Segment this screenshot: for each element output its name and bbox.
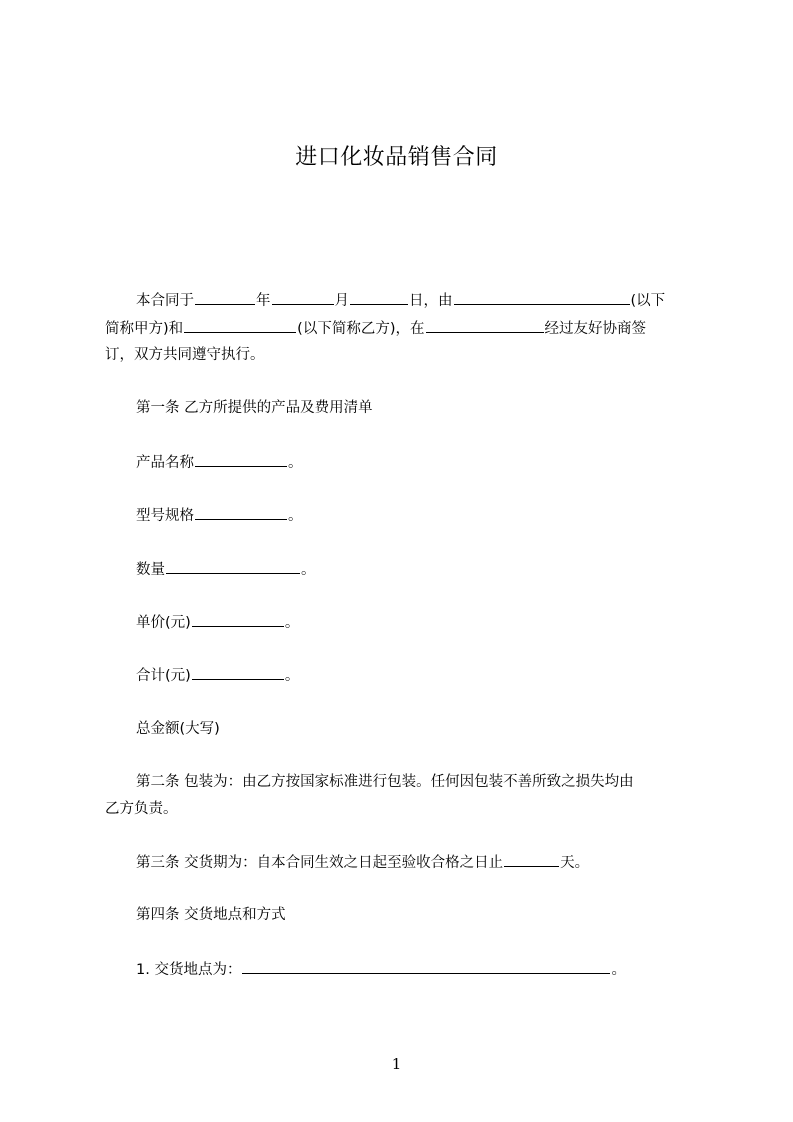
model-label: 型号规格 [136, 508, 194, 524]
year-blank[interactable] [195, 290, 255, 305]
delivery-days-blank[interactable] [504, 852, 559, 867]
article-3-suffix: 天。 [560, 855, 590, 871]
unit-price-blank[interactable] [192, 612, 284, 627]
total-blank[interactable] [192, 665, 284, 680]
delivery-location-label: 1. 交货地点为： [136, 962, 242, 978]
location-blank[interactable] [426, 318, 544, 333]
quantity-blank[interactable] [166, 559, 300, 574]
page-number: 1 [391, 1055, 402, 1073]
intro-text-day: 日，由 [409, 293, 453, 309]
product-name-period: 。 [288, 455, 303, 471]
product-name-line [136, 452, 736, 473]
document-title: 进口化妆品销售合同 [295, 145, 498, 170]
quantity-period: 。 [301, 562, 316, 578]
intro-line-1 [136, 290, 736, 311]
unit-price-period: 。 [284, 615, 300, 631]
intro-text-month: 月 [334, 293, 349, 309]
article-2-line-2: 乙方负责。 [105, 801, 178, 817]
day-blank[interactable] [350, 290, 408, 305]
product-name-blank[interactable] [195, 452, 287, 467]
unit-price-label: 单价(元) [136, 615, 191, 631]
model-line [136, 505, 736, 526]
quantity-label: 数量 [136, 562, 165, 578]
amount-in-words-label: 总金额(大写) [136, 721, 220, 737]
article-2-line-1: 第二条 包装为：由乙方按国家标准进行包装。任何因包装不善所致之损失均由 [136, 774, 634, 790]
model-blank[interactable] [195, 505, 287, 520]
article-3-text: 第三条 交货期为：自本合同生效之日起至验收合格之日止 [136, 855, 504, 871]
intro-text-date-prefix: 本合同于 [136, 293, 194, 309]
party-a-blank[interactable] [454, 290, 630, 305]
article-3-line [136, 852, 736, 873]
party-b-blank[interactable] [184, 318, 296, 333]
unit-price-line [136, 612, 736, 633]
intro-text-party-b-short: (以下简称乙方)，在 [297, 321, 425, 337]
quantity-line [136, 559, 736, 580]
intro-text-party-a-short: 简称甲方)和 [105, 321, 184, 337]
delivery-location-line [136, 959, 736, 980]
intro-text-observe: 订，双方共同遵守执行。 [105, 347, 265, 363]
article-4-heading: 第四条 交货地点和方式 [136, 907, 286, 923]
delivery-location-period: 。 [611, 962, 626, 978]
total-label: 合计(元) [136, 668, 191, 684]
model-period: 。 [288, 508, 303, 524]
total-period: 。 [284, 668, 300, 684]
article-1-heading: 第一条 乙方所提供的产品及费用清单 [136, 400, 373, 416]
intro-line-3 [105, 345, 705, 365]
intro-text-party-a-suffix: (以下 [630, 293, 666, 309]
intro-text-year: 年 [256, 293, 271, 309]
month-blank[interactable] [272, 290, 334, 305]
total-line [136, 665, 736, 686]
intro-text-negotiation: 经过友好协商签 [544, 321, 646, 337]
product-name-label: 产品名称 [136, 455, 194, 471]
intro-line-2 [105, 318, 705, 339]
delivery-location-blank[interactable] [242, 959, 610, 974]
